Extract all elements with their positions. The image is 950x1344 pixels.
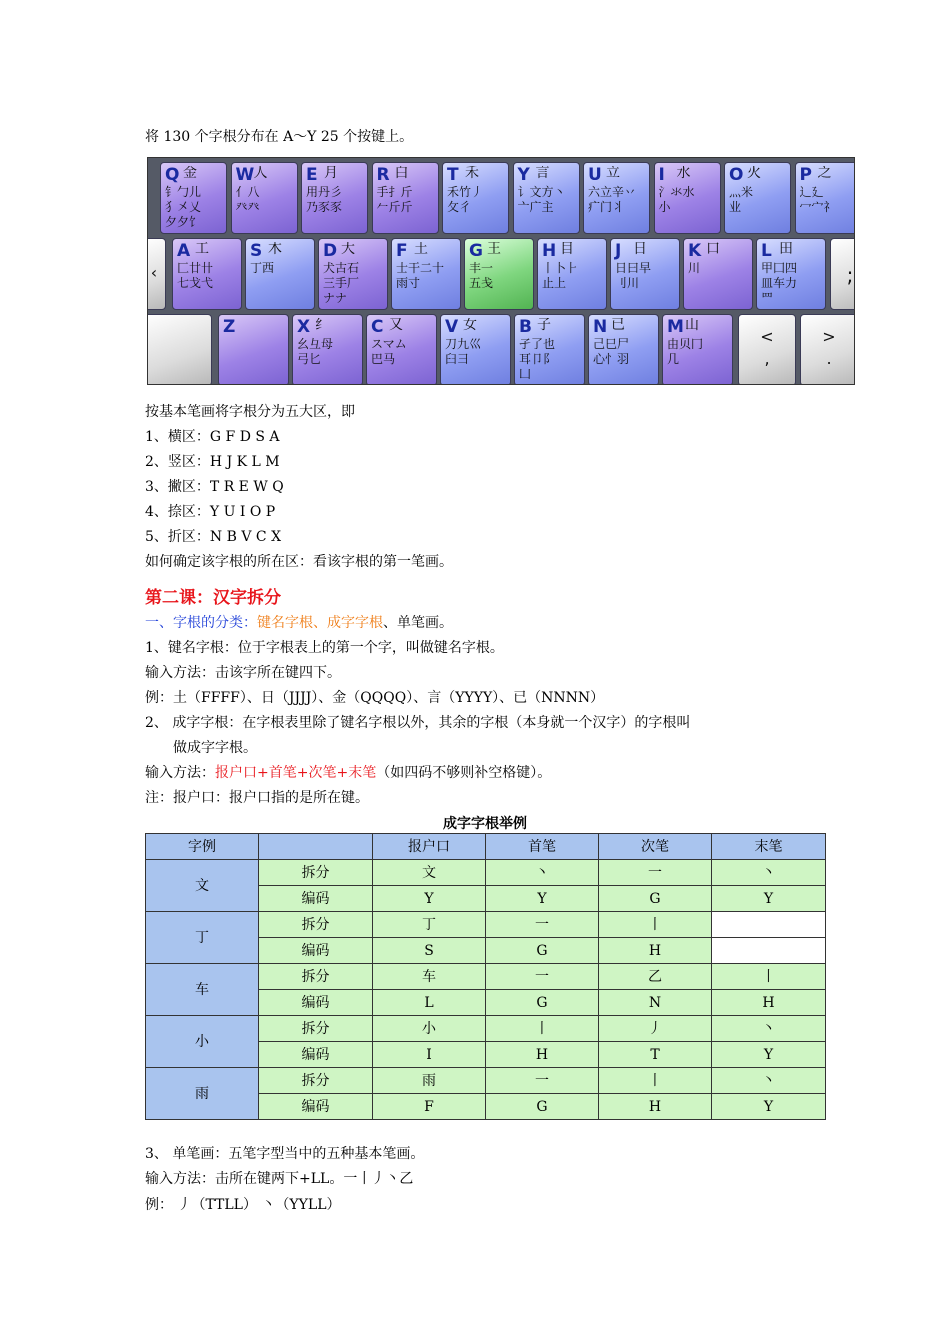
key-h[interactable] (537, 238, 607, 310)
key-radicals: 火 (747, 166, 761, 181)
text-line: 1、横区：G F D S A (145, 429, 280, 445)
code-cell: H (712, 990, 826, 1016)
key-radicals: 乃豕豕 (306, 200, 343, 214)
code-cell: N (599, 990, 712, 1016)
split-cell: 拆分 (259, 860, 373, 886)
key-x[interactable] (292, 314, 363, 385)
code-cell: L (373, 990, 486, 1016)
text-line: 2、竖区：H J K L M (145, 454, 280, 470)
key-letter: N (593, 317, 608, 337)
split-cell: 丶 (712, 1068, 826, 1094)
table-header-cell: 末笔 (712, 834, 826, 860)
key-letter: U (588, 165, 602, 185)
key-m[interactable] (662, 314, 733, 385)
key-radicals: 疒门丬 (588, 200, 625, 214)
key-radicals: 五戋 (469, 276, 494, 290)
key-letter: V (445, 317, 459, 337)
code-cell: F (373, 1094, 486, 1120)
key-radicals: 小 (658, 200, 671, 214)
key-period[interactable] (800, 314, 855, 385)
key-radicals: 刀九巛 (445, 337, 482, 351)
key-radicals: 禾 (465, 166, 479, 181)
code-cell: H (599, 938, 712, 964)
split-cell: 拆分 (259, 1068, 373, 1094)
key-radicals: 臼彐 (445, 352, 470, 366)
key-d[interactable] (318, 238, 388, 310)
table-header-cell: 首笔 (486, 834, 599, 860)
code-cell: Y (712, 1042, 826, 1068)
code-cell: 编码 (259, 1094, 373, 1120)
code-cell: 编码 (259, 886, 373, 912)
classify-keyname: 键名字根、 (257, 615, 327, 631)
key-p[interactable] (795, 162, 856, 234)
key-radicals: 止上 (542, 276, 567, 290)
split-cell (712, 912, 826, 938)
key-radicals: 皿车力 (761, 276, 798, 290)
key-radicals: 丁西 (250, 261, 275, 275)
key-radicals: 六立辛丷 (588, 185, 637, 199)
key-comma[interactable] (738, 314, 796, 385)
split-cell: 拆分 (259, 964, 373, 990)
key-radicals: 禾竹丿 (447, 185, 484, 199)
key-radicals: 言 (535, 166, 550, 181)
char-cell: 雨 (146, 1068, 259, 1120)
code-cell: G (599, 886, 712, 912)
table-row (146, 912, 826, 938)
key-letter: Z (223, 317, 236, 337)
char-cell: 丁 (146, 912, 259, 964)
chengzi-table (145, 833, 826, 1120)
split-cell: 一 (486, 964, 599, 990)
key-letter: A (177, 241, 191, 261)
code-cell: Y (712, 886, 826, 912)
key-o[interactable] (724, 162, 791, 234)
key-radicals: 日 (633, 242, 647, 257)
key-radicals: 匚廿卄 (177, 261, 214, 275)
key-letter: Q (165, 165, 180, 185)
classify-chengzi: 成字字根 (327, 615, 383, 631)
key-v[interactable] (440, 314, 511, 385)
key-radicals: 甲囗四 (761, 261, 798, 275)
key-radicals: 七戈弋 (177, 276, 214, 290)
key-glyph: . (826, 349, 832, 368)
key-radicals: 手扌斤 (376, 185, 413, 199)
table-row (146, 964, 826, 990)
key-radicals: 夕夕饣 (165, 215, 202, 229)
classify-suffix: 、单笔画。 (383, 615, 453, 631)
key-left-edge (147, 238, 166, 310)
text-line: 做成字字根。 (173, 740, 257, 756)
key-radicals: 立 (606, 166, 620, 181)
key-radicals: 已 (611, 318, 625, 333)
key-e[interactable] (301, 162, 368, 234)
split-cell: 乙 (599, 964, 712, 990)
text-line: 5、折区：N B V C X (145, 529, 282, 545)
key-radicals: 目 (560, 242, 574, 257)
key-k[interactable] (683, 238, 753, 310)
key-radicals: 辶廴 (799, 185, 824, 199)
key-radicals: 子 (537, 318, 551, 333)
key-letter: G (469, 241, 483, 261)
key-y[interactable] (513, 162, 580, 234)
key-letter: W (235, 165, 255, 185)
classify-line (145, 614, 453, 632)
key-shift-left (147, 314, 212, 385)
text-line: 1、键名字根：位于字根表上的第一个字，叫做键名字根。 (145, 640, 504, 656)
code-cell: 编码 (259, 990, 373, 1016)
text-line: 输入方法：击该字所在键四下。 (145, 665, 341, 681)
key-w[interactable] (231, 162, 298, 234)
key-radicals: 日曰早 (615, 261, 652, 275)
key-j[interactable] (610, 238, 680, 310)
key-radicals: 月 (324, 166, 338, 181)
key-radicals: 丨卜⺊ (542, 261, 579, 275)
intro-text: 将 130 个字根分布在 A～Y 25 个按键上。 (145, 129, 414, 145)
method2-formula: 报户口+首笔+次笔+末笔 (215, 765, 377, 781)
code-cell: S (373, 938, 486, 964)
key-letter: B (519, 317, 532, 337)
key-radicals: 讠文方丶 (517, 185, 566, 199)
key-radicals: 犬古石 (323, 261, 360, 275)
table-row (146, 1016, 826, 1042)
split-cell: 拆分 (259, 1016, 373, 1042)
key-c[interactable] (366, 314, 437, 385)
key-radicals: 人 (253, 166, 268, 181)
code-cell: H (486, 1042, 599, 1068)
method2-suffix: （如四码不够则补空格键）。 (376, 765, 552, 781)
key-radicals: 冖宀礻 (799, 200, 836, 214)
note-line: 注：报户口：报户口指的是所在键。 (145, 790, 369, 806)
key-radicals: 口 (706, 242, 720, 257)
key-radicals: 几 (667, 352, 680, 366)
key-letter: K (688, 241, 702, 261)
split-cell: 一 (599, 860, 712, 886)
split-cell: 雨 (373, 1068, 486, 1094)
key-letter: F (396, 241, 408, 261)
key-z[interactable] (218, 314, 289, 385)
key-letter: R (376, 165, 390, 185)
key-radicals: 王 (487, 242, 501, 257)
split-cell: 丨 (599, 912, 712, 938)
code-cell: H (599, 1094, 712, 1120)
split-cell: 丶 (486, 860, 599, 886)
key-radicals: 亠广主 (517, 200, 554, 214)
table-header-cell: 字例 (146, 834, 259, 860)
key-radicals: 木 (268, 242, 282, 257)
key-radicals: 纟 (315, 318, 329, 333)
key-l[interactable] (756, 238, 826, 310)
key-letter: X (297, 317, 311, 337)
key-u[interactable] (583, 162, 650, 234)
split-cell: 丿 (599, 1016, 712, 1042)
key-radicals: 之 (817, 166, 832, 181)
key-letter: D (323, 241, 338, 261)
key-radicals: 雨寸 (396, 276, 421, 290)
table-caption: 成字字根举例 (443, 816, 527, 832)
table-header-row (146, 834, 826, 860)
table-row (146, 1068, 826, 1094)
key-letter: C (371, 317, 384, 337)
char-cell: 文 (146, 860, 259, 912)
key-radicals: 凵 (519, 367, 532, 381)
key-radicals: 癶癶 (235, 200, 260, 214)
split-cell: 文 (373, 860, 486, 886)
key-glyph: , (764, 349, 770, 368)
split-cell: 丶 (712, 860, 826, 886)
key-radicals: 女 (463, 318, 477, 333)
code-cell: Y (486, 886, 599, 912)
key-radicals: 灬米 (729, 185, 754, 199)
key-radicals: 巴马 (371, 352, 396, 366)
code-cell: I (373, 1042, 486, 1068)
key-letter: I (658, 165, 665, 185)
key-radicals: 刂川 (615, 276, 640, 290)
code-cell: Y (373, 886, 486, 912)
key-radicals: 己巳尸 (593, 337, 630, 351)
split-cell: 一 (486, 1068, 599, 1094)
key-radicals: 川 (688, 261, 701, 275)
key-radicals: ナナ (323, 291, 348, 305)
key-radicals: 士干二十 (396, 261, 445, 275)
key-letter: Y (517, 165, 530, 185)
key-glyph: ‹ (150, 263, 158, 282)
key-letter: S (250, 241, 263, 261)
text-line: 例： 丿（TTLL） 丶（YYLL） (145, 1197, 341, 1213)
key-r[interactable] (372, 162, 439, 234)
key-n[interactable] (588, 314, 659, 385)
key-radicals: 犭㐅乂 (165, 200, 202, 214)
split-cell: 丨 (712, 964, 826, 990)
table-header-cell: 次笔 (599, 834, 712, 860)
key-i[interactable] (654, 162, 721, 234)
key-letter: J (615, 241, 622, 261)
split-cell: 丶 (712, 1016, 826, 1042)
code-cell: 编码 (259, 938, 373, 964)
key-a[interactable] (172, 238, 242, 310)
code-cell: G (486, 938, 599, 964)
code-cell (712, 938, 826, 964)
key-glyph: ; (846, 263, 854, 287)
key-radicals: 幺彑母 (297, 337, 334, 351)
text-line: 如何确定该字根的所在区：看该字根的第一笔画。 (145, 554, 453, 570)
key-radicals: 业 (729, 200, 742, 214)
key-radicals: 山 (685, 318, 699, 333)
split-cell: 一 (486, 912, 599, 938)
table-header-cell (259, 834, 373, 860)
key-radicals: 水 (676, 166, 691, 181)
code-cell: 编码 (259, 1042, 373, 1068)
key-letter: T (447, 165, 459, 185)
key-letter: E (306, 165, 318, 185)
key-radicals: 𠂉斤斤 (376, 200, 413, 214)
key-q[interactable] (160, 162, 227, 234)
key-radicals: 心忄羽 (593, 352, 630, 366)
key-letter: P (799, 165, 812, 185)
key-radicals: スマム (371, 337, 407, 351)
code-cell: G (486, 1094, 599, 1120)
split-cell: 丁 (373, 912, 486, 938)
key-radicals: 耳卩阝 (519, 352, 556, 366)
key-radicals: 大 (341, 242, 355, 257)
code-cell: T (599, 1042, 712, 1068)
char-cell: 小 (146, 1016, 259, 1068)
classify-prefix: 一、字根的分类： (145, 615, 257, 631)
method2-line (145, 764, 551, 782)
key-radicals: 田 (779, 242, 793, 257)
split-cell: 丨 (486, 1016, 599, 1042)
table-row (146, 860, 826, 886)
table-header-cell: 报户口 (373, 834, 486, 860)
text-line: 3、 单笔画：五笔字型当中的五种基本笔画。 (145, 1146, 425, 1162)
text-line: 2、 成字字根：在字根表里除了键名字根以外，其余的字根（本身就一个汉字）的字根叫 (145, 715, 691, 731)
text-line: 输入方法：击所在键两下+LL。一丨丿丶乙 (145, 1171, 414, 1187)
split-cell: 小 (373, 1016, 486, 1042)
wubi-keyboard-image (147, 157, 855, 385)
key-radicals: 孑了也 (519, 337, 556, 351)
key-letter: L (761, 241, 772, 261)
key-glyph: < (760, 327, 774, 346)
char-cell: 车 (146, 964, 259, 1016)
key-t[interactable] (442, 162, 509, 234)
key-radicals: 金 (183, 166, 197, 181)
key-s[interactable] (245, 238, 315, 310)
key-semicolon[interactable] (830, 238, 855, 310)
key-radicals: 三手厂 (323, 276, 360, 290)
key-radicals: 用丹彡 (306, 185, 343, 199)
key-glyph: > (822, 327, 836, 346)
code-cell: Y (712, 1094, 826, 1120)
lesson-title: 第二课：汉字拆分 (145, 588, 281, 608)
key-radicals: 丰一 (469, 261, 494, 275)
split-cell: 拆分 (259, 912, 373, 938)
key-radicals: 亻八 (235, 185, 260, 199)
key-radicals: 由贝冂 (667, 337, 704, 351)
key-radicals: 土 (414, 242, 428, 257)
key-radicals: 氵氺水 (658, 185, 695, 199)
method2-prefix: 输入方法： (145, 765, 215, 781)
text-line: 3、撇区：T R E W Q (145, 479, 284, 495)
key-letter: M (667, 317, 684, 337)
key-b[interactable] (514, 314, 585, 385)
key-radicals: 罒 (761, 291, 774, 305)
split-cell: 车 (373, 964, 486, 990)
key-g[interactable] (464, 238, 534, 310)
key-letter: H (542, 241, 557, 261)
text-line: 4、捺区：Y U I O P (145, 504, 276, 520)
key-radicals: 钅勹儿 (165, 185, 202, 199)
code-cell: G (486, 990, 599, 1016)
split-cell: 丨 (599, 1068, 712, 1094)
key-letter: O (729, 165, 744, 185)
text-line: 按基本笔画将字根分为五大区，即 (145, 404, 355, 420)
key-radicals: 白 (394, 166, 409, 181)
key-f[interactable] (391, 238, 461, 310)
key-radicals: 攵彳 (447, 200, 472, 214)
key-radicals: 又 (389, 318, 403, 333)
key-radicals: 弓匕 (297, 352, 322, 366)
key-radicals: 工 (195, 242, 209, 257)
text-line: 例：土（FFFF）、日（JJJJ）、金（QQQQ）、言（YYYY）、已（NNNN） (145, 690, 605, 706)
